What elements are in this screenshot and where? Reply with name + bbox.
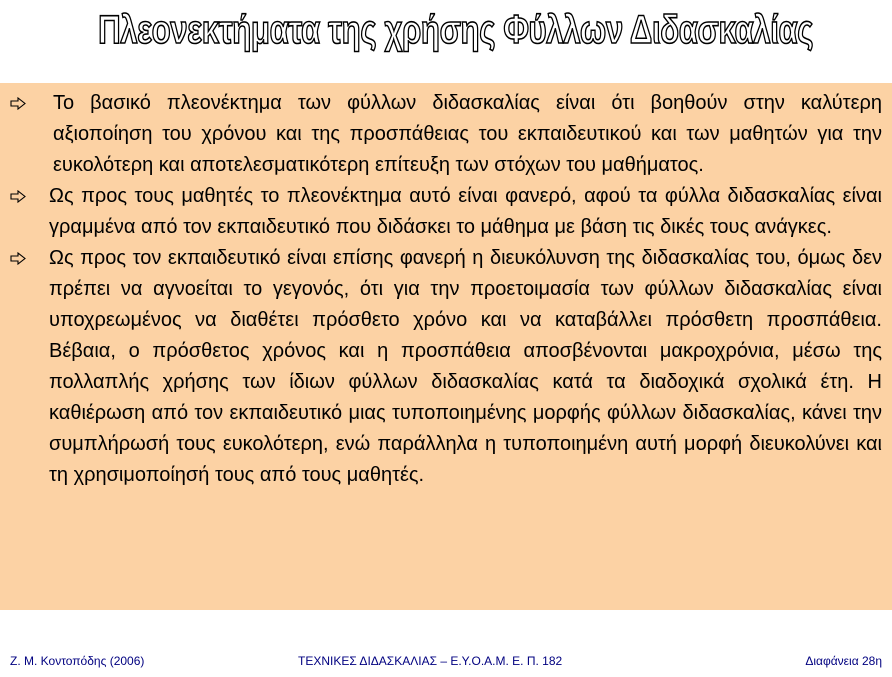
bullet-item [8, 88, 882, 181]
right-arrow-outline-icon [8, 243, 38, 274]
bullet-list [8, 88, 882, 491]
footer [0, 654, 892, 674]
slide-title: Πλεονεκτήματα της χρήσης Φύλλων Διδασκαλίας [98, 8, 814, 52]
footer-author: Ζ. Μ. Κοντοπόδης (2006) [10, 654, 145, 668]
footer-slide-number: Διαφάνεια 28η [805, 654, 882, 668]
right-arrow-outline-icon [8, 88, 38, 119]
footer-course: ΤΕΧΝΙΚΕΣ ΔΙΔΑΣΚΑΛΙΑΣ – Ε.Υ.Ο.Α.Μ. Ε. Π. 182 [298, 654, 563, 668]
bullet-text: Το βασικό πλεονέκτημα των φύλλων διδασκαλίας είναι ότι βοηθούν στην καλύτερη αξιοποίηση του χρόνου και της προσπάθειας του εκπαιδευτικού και των μαθητών για την ευκολότερη και αποτελεσματικότερη επίτευξη των στόχων του μαθήματος. [53, 92, 882, 176]
bullet-item [8, 181, 882, 243]
bullet-text: Ως προς τον εκπαιδευτικό είναι επίσης φανερή η διευκόλυνση της διδασκαλίας του, όμως δεν πρέπει να αγνοείται το γεγονός, ότι για την προετοιμασία των φύλλων διδασκαλίας είναι υποχρεωμένος να διαθέτει πρόσθετο χρόνο και να καταβάλλει πρόσθετη προσπάθεια. Βέβαια, ο πρόσθετος χρόνος και η προσπάθεια αποσβένονται μακροχρόνια, μέσω της πολλαπλής χρήσης των ίδιων φύλλων διδασκαλίας κατά τα διαδοχικά σχολικά έτη. Η καθιέρωση από τον εκπαιδευτικό μιας τυποποιημένης μορφής φύλλων διδασκαλίας, κάνει την συμπλήρωσή τους ευκολότερη, ενώ παράλληλα η τυποποιημένη αυτή μορφή διευκολύνει και τη χρησιμοποίησή τους από τους μαθητές. [49, 247, 882, 486]
bullet-text: Ως προς τους μαθητές το πλεονέκτημα αυτό είναι φανερό, αφού τα φύλλα διδασκαλίας είναι γραμμένα από τον εκπαιδευτικό που διδάσκει το μάθημα με βάση τις δικές τους ανάγκες. [49, 185, 882, 238]
bullet-item [8, 243, 882, 491]
right-arrow-outline-icon [8, 181, 38, 212]
